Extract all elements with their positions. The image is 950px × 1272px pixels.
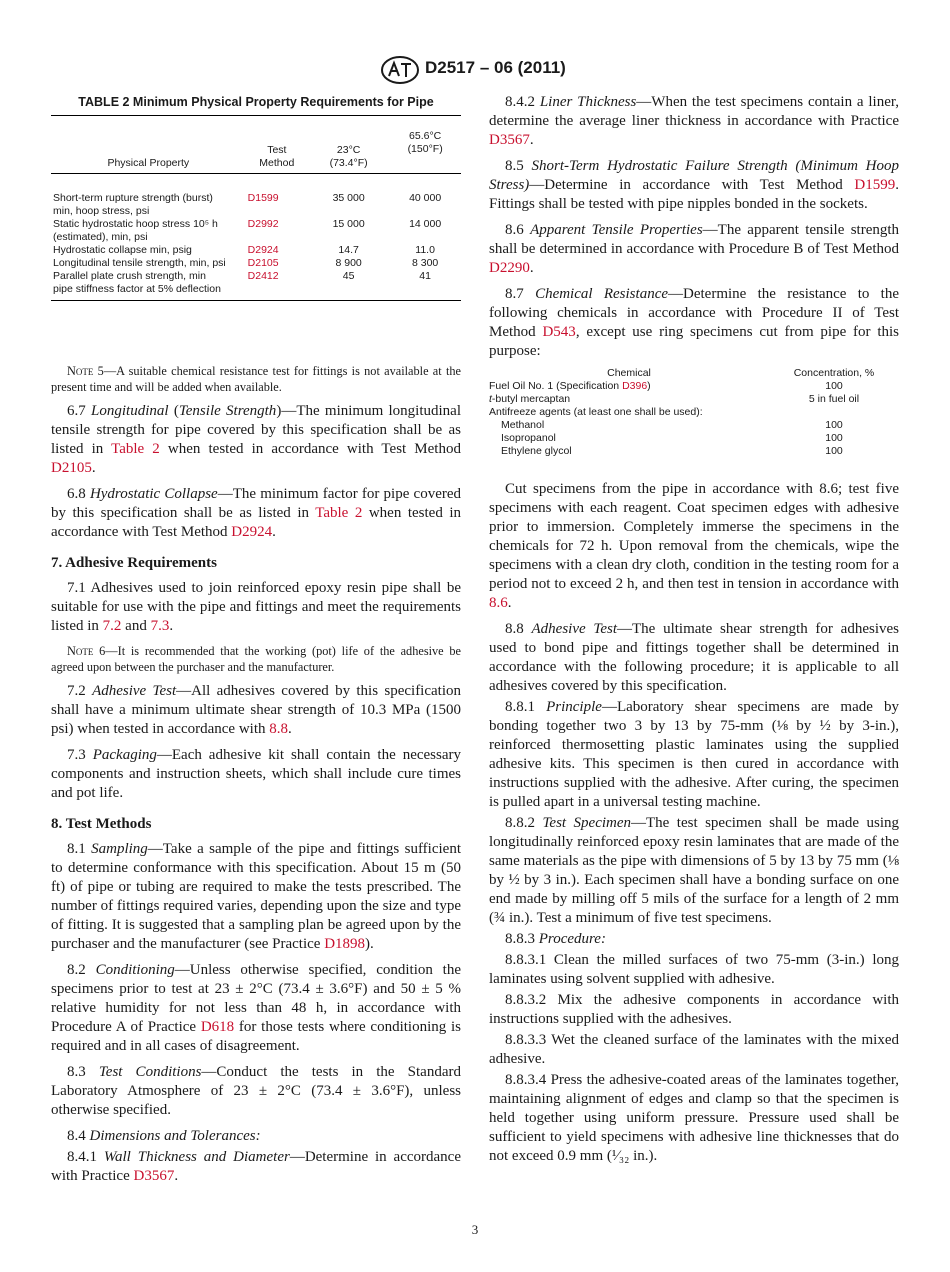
body-text: and [121, 618, 151, 634]
concentration-cell: 100 [825, 432, 843, 444]
body-text: . [507, 595, 512, 611]
section-title: Test Conditions [98, 1064, 202, 1080]
text-span: ) [276, 403, 282, 419]
property-cell: Short-term rupture strength (burst) min, hoop stress, psi [53, 192, 213, 217]
table-2-link[interactable]: Table 2 [111, 441, 160, 457]
section-6-7 [51, 402, 461, 478]
section-7-3-link[interactable]: 7.3 [150, 618, 170, 634]
method-link[interactable]: D2412 [246, 270, 308, 301]
section-title: Dimensions and Tolerances: [89, 1128, 261, 1144]
table-row [51, 174, 461, 219]
section-title: Principle [546, 699, 602, 715]
body-text: —All adhesives covered by this specification shall have a minimum ultimate shear strength of 10.3 MPa (1500 psi) when tested in accordance with [51, 683, 462, 737]
section-6-8 [51, 485, 461, 542]
section-number: 8.4.2 [505, 94, 540, 110]
page-number: 3 [471, 1222, 479, 1237]
section-8-4-2 [489, 93, 899, 150]
section-7-2-link[interactable]: 7.2 [102, 618, 122, 634]
page-header [0, 55, 950, 87]
section-number: 8.8 [505, 621, 532, 637]
body-text: —Determine the resistance to the following chemicals in accordance with Procedure II of Test Method [489, 286, 900, 340]
section-8-3 [51, 1063, 461, 1120]
concentration-cell: 100 [825, 445, 843, 457]
document-designation: D2517 – 06 (2011) [425, 58, 566, 77]
left-column [51, 93, 461, 1193]
body-text: —Unless otherwise specified, condition the specimens prior to test at 23 ± 2°C (73.4 ± 3.6°F) and 50 ± 5 % relative humidity for not less than 48 h, in accordance with Procedure A of Practice [51, 962, 461, 1035]
method-link[interactable]: D2992 [247, 218, 279, 230]
note-label: Note 5 [67, 364, 104, 378]
section-title: Sampling [91, 841, 148, 857]
value-65c: 8 300 [411, 257, 439, 269]
body-text: 7.1 Adhesives used to join reinforced epoxy resin pipe shall be suitable for use with the pipe and fittings and meet the requirements listed in [51, 580, 461, 634]
section-title: Procedure: [538, 931, 606, 947]
concentration-cell: 100 [825, 419, 843, 431]
body-text: —Laboratory shear specimens are made by bonding together two 3 by 13 by 75-mm (⅛ by ½ by 3-in.), reinforced thermosetting plastic laminates using the supplied adhesive kits. This specimen is then cured in accordance with instructions supplied with the adhesive. After curing, the specimen is pulled apart in a universal testing machine. [489, 699, 900, 810]
body-text: . [169, 618, 174, 634]
body-text: . [272, 524, 276, 540]
section-8-8-link[interactable]: 8.8 [269, 721, 289, 737]
section-number: 8.2 [67, 962, 96, 978]
col-test-method [246, 116, 308, 174]
value-23c: 8 900 [335, 257, 362, 269]
d1898-link[interactable]: D1898 [324, 936, 366, 952]
value-23c: 15 000 [332, 218, 365, 230]
table-row [489, 432, 899, 445]
section-number: 8.6 [505, 222, 531, 238]
section-title: Wall Thickness and Diameter [103, 1149, 290, 1165]
table-2-title: TABLE 2 Minimum Physical Property Requirements for Pipe [78, 95, 434, 109]
section-title: Adhesive Test [531, 621, 618, 637]
col-65c [389, 116, 461, 174]
body-text: Cut specimens from the pipe in accordance with 8.6; test five specimens with each reagent. Coat specimen edges with adhesive prior to immersion. Completely immerse the specimens in the chemicals for 72 h. Upon removal from the chemicals, wipe the specimens with a clean dry cloth, condition in the testing room for a period not to exceed 2 h, and then test in tension in accordance with [489, 481, 899, 592]
astm-logo-icon [380, 55, 420, 85]
section-number: 8.4 [67, 1128, 90, 1144]
body-text: . Fittings shall be tested with pipe nipples bonded in the sockets. [489, 177, 899, 212]
body-text: . [91, 460, 96, 476]
section-8-heading: 8. Test Methods [51, 816, 152, 832]
section-8-8-3-4: 8.8.3.4 Press the adhesive-coated areas of the laminates together, maintaining alignment of edges and clamp so that the specimen is held together using uniform pressure. Pressure used shall be sufficient to yield specimens with adhesive line thicknesses that do not exceed 0.9 mm (¹⁄₃₂ in.). [489, 1072, 899, 1164]
body-text: . [529, 132, 534, 148]
table-row [489, 406, 899, 419]
chemical-cell: Ethylene glycol [501, 445, 572, 457]
d3567-link[interactable]: D3567 [489, 132, 530, 148]
section-8-8-3-3: 8.8.3.3 Wet the cleaned surface of the laminates with the mixed adhesive. [489, 1032, 899, 1067]
value-23c: 35 000 [332, 192, 365, 204]
section-8-4 [51, 1127, 461, 1146]
note-label: Note 6 [67, 644, 106, 658]
section-number: 7.3 [67, 747, 93, 763]
property-cell: Static hydrostatic hoop stress 10⁵ h (estimated), min, psi [53, 218, 218, 243]
section-8-2 [51, 961, 461, 1056]
section-title: Conditioning [95, 962, 175, 978]
body-text: when tested in accordance with Test Method [51, 505, 461, 540]
d3567-link[interactable]: D3567 [133, 1168, 175, 1184]
section-8-8 [489, 620, 899, 696]
section-7-1 [51, 579, 461, 636]
body-text: —Determine in accordance with Test Method [529, 177, 855, 193]
section-8-8-2 [489, 814, 899, 928]
body-text: —The test specimen shall be made using longitudinally reinforced epoxy resin laminates that are made of the same materials as the pipe with dimensions of 5 by 13 by 75 mm (⅛ by ½ by 3 in.). Each specimen shall have a bonding surface on one end made by milling off 5 mils of the surface for a length of 2 mm (¾ in.). Test a minimum of five test specimens. [489, 815, 899, 926]
body-text: . [174, 1168, 179, 1184]
body-text: —Determine in accordance with Practice [51, 1149, 461, 1184]
chemical-cell: Antifreeze agents (at least one shall be used): [489, 406, 703, 418]
table-row [51, 270, 461, 301]
method-link[interactable]: D1599 [247, 192, 279, 204]
concentration-cell: 100 [825, 380, 843, 392]
section-title: Apparent Tensile Properties [530, 222, 703, 238]
col-chemical: Chemical [607, 367, 651, 379]
body-text: when tested in accordance with Test Method [159, 441, 461, 457]
table-row [51, 244, 461, 257]
table-row [489, 380, 899, 393]
d543-link[interactable]: D543 [542, 324, 576, 340]
section-8-8-1 [489, 698, 899, 812]
body-text: ). [365, 936, 374, 952]
table-row [51, 257, 461, 270]
right-column [489, 93, 899, 1168]
body-text: —Take a sample of the pipe and fittings sufficient to determine conformance with this specification. About 15 m (50 ft) of pipe or tubing are required to make the tests prescribed. The number of fittings required varies, depending upon the size and type of fitting. It is suggested that a sampling plan be agreed upon by the purchaser and the manufacturer (see Practice [51, 841, 461, 952]
section-number: 6.7 [67, 403, 92, 419]
section-title: Packaging [92, 747, 157, 763]
body-text: —Conduct the tests in the Standard Laboratory Atmosphere of 23 ± 2°C (73.4 ± 3.6°F), unless otherwise specified. [51, 1064, 461, 1118]
body-text: . [288, 721, 292, 737]
table-row [489, 419, 899, 432]
property-cell: Hydrostatic collapse min, psig [53, 244, 192, 256]
body-text: —The minimum factor for pipe covered by this specification shall be as listed in [51, 486, 462, 521]
section-8-5 [489, 157, 899, 214]
method-link[interactable]: D2105 [247, 257, 279, 269]
chemical-text: Fuel Oil No. 1 (Specification [489, 380, 623, 392]
body-text: —When the test specimens contain a liner, determine the average liner thickness in accordance with Practice [489, 94, 899, 129]
table-row [51, 218, 461, 244]
body-text: . [529, 260, 534, 276]
section-number: 8.7 [505, 286, 536, 302]
chemical-table [489, 367, 899, 458]
section-number: 7.2 [67, 683, 93, 699]
section-number: 8.1 [67, 841, 92, 857]
body-text: —The minimum longitudinal tensile strength for pipe covered by this specification shall be as listed in [51, 403, 462, 457]
chemical-cell: Isopropanol [501, 432, 556, 444]
section-title: Short-Term Hydrostatic Failure Strength (Minimum Hoop Stress) [489, 158, 900, 193]
col-concentration: Concentration, % [793, 367, 875, 379]
section-8-1 [51, 840, 461, 954]
table-2-link[interactable]: Table 2 [315, 505, 363, 521]
col-test-method-label: Test Method [259, 144, 295, 169]
text-span: ( [168, 403, 179, 419]
section-8-7 [489, 285, 899, 361]
method-link[interactable]: D2924 [247, 244, 279, 256]
section-7-heading: 7. Adhesive Requirements [51, 555, 217, 571]
section-number: 8.5 [505, 158, 532, 174]
chemical-text: -butyl mercaptan [491, 393, 571, 405]
section-number: 8.8.3 [505, 931, 539, 947]
note-text: —It is recommended that the working (pot) life of the adhesive be agreed upon between the purchaser and the manufacturer. [51, 644, 461, 674]
concentration-cell: 5 in fuel oil [808, 393, 860, 405]
note-5 [51, 363, 461, 395]
table-row [489, 445, 899, 458]
col-physical-property [51, 116, 246, 174]
section-title: Test Specimen [542, 815, 632, 831]
section-7-3 [51, 746, 461, 803]
section-title: Tensile Strength [178, 403, 277, 419]
property-cell: Parallel plate crush strength, min pipe stiffness factor at 5% deflection [51, 270, 246, 301]
section-8-6 [489, 221, 899, 278]
value-23c: 14.7 [338, 244, 359, 256]
chemical-text: ) [647, 380, 651, 392]
section-7-2 [51, 682, 461, 739]
section-number: 8.8.1 [505, 699, 547, 715]
value-65c: 40 000 [409, 192, 442, 204]
note-text: —A suitable chemical resistance test for fittings is not available at the present time and will be added when available. [51, 364, 461, 394]
chemical-text: t [489, 393, 492, 405]
property-cell: Longitudinal tensile strength, min, psi [53, 257, 226, 269]
section-number: 6.8 [67, 486, 90, 502]
body-text: —The apparent tensile strength shall be determined in accordance with Procedure B of Test Method [489, 222, 900, 257]
section-title: Adhesive Test [92, 683, 177, 699]
section-number: 8.3 [67, 1064, 99, 1080]
body-text: —Each adhesive kit shall contain the necessary components and instruction sheets, which shall include cure times and pot life. [51, 747, 462, 801]
value-65c: 11.0 [415, 244, 435, 256]
section-8-8-3-1: 8.8.3.1 Clean the milled surfaces of two 75-mm (3-in.) long laminates using solvent supplied with adhesive. [489, 952, 899, 987]
d2105-link[interactable]: D2105 [51, 460, 92, 476]
section-number: 8.8.2 [505, 815, 543, 831]
chemical-cell [489, 380, 769, 393]
physical-property-table [51, 115, 461, 301]
body-text: for those tests where conditioning is required and in all cases of disagreement. [51, 1019, 461, 1054]
d1599-link[interactable]: D1599 [854, 177, 896, 193]
section-title: Hydrostatic Collapse [89, 486, 218, 502]
d2290-link[interactable]: D2290 [489, 260, 530, 276]
section-number: 8.4.1 [67, 1149, 104, 1165]
section-8-8-3 [489, 930, 899, 949]
value-65c: 14 000 [409, 218, 442, 230]
cut-specimens-paragraph [489, 480, 899, 613]
col-physical-property-label: Physical Property [107, 157, 190, 169]
col-23c [308, 116, 389, 174]
value-23c: 45 [308, 270, 389, 301]
body-text: —The ultimate shear strength for adhesives used to bond pipe and fittings together shall be determined in accordance with the following procedure; it is applicable to all adhesives covered by this specification. [489, 621, 899, 694]
col-65c-label: 65.6°C (150°F) [407, 130, 443, 155]
chemical-cell: Methanol [501, 419, 545, 431]
d618-link[interactable]: D618 [200, 1019, 235, 1035]
section-8-6-link[interactable]: 8.6 [489, 595, 508, 611]
section-title: Longitudinal [91, 403, 169, 419]
section-title: Chemical Resistance [535, 286, 669, 302]
section-title: Liner Thickness [539, 94, 637, 110]
chemical-cell [489, 393, 769, 406]
value-65c: 41 [389, 270, 461, 301]
d2924-link[interactable]: D2924 [231, 524, 273, 540]
section-8-4-1 [51, 1148, 461, 1186]
table-row [489, 393, 899, 406]
d396-link[interactable]: D396 [622, 380, 648, 392]
section-8-8-3-2: 8.8.3.2 Mix the adhesive components in accordance with instructions supplied with the adhesives. [489, 992, 899, 1027]
body-text: , except use ring specimens cut from pipe for this purpose: [489, 324, 899, 359]
note-6 [51, 643, 461, 675]
col-23c-label: 23°C (73.4°F) [329, 144, 368, 169]
